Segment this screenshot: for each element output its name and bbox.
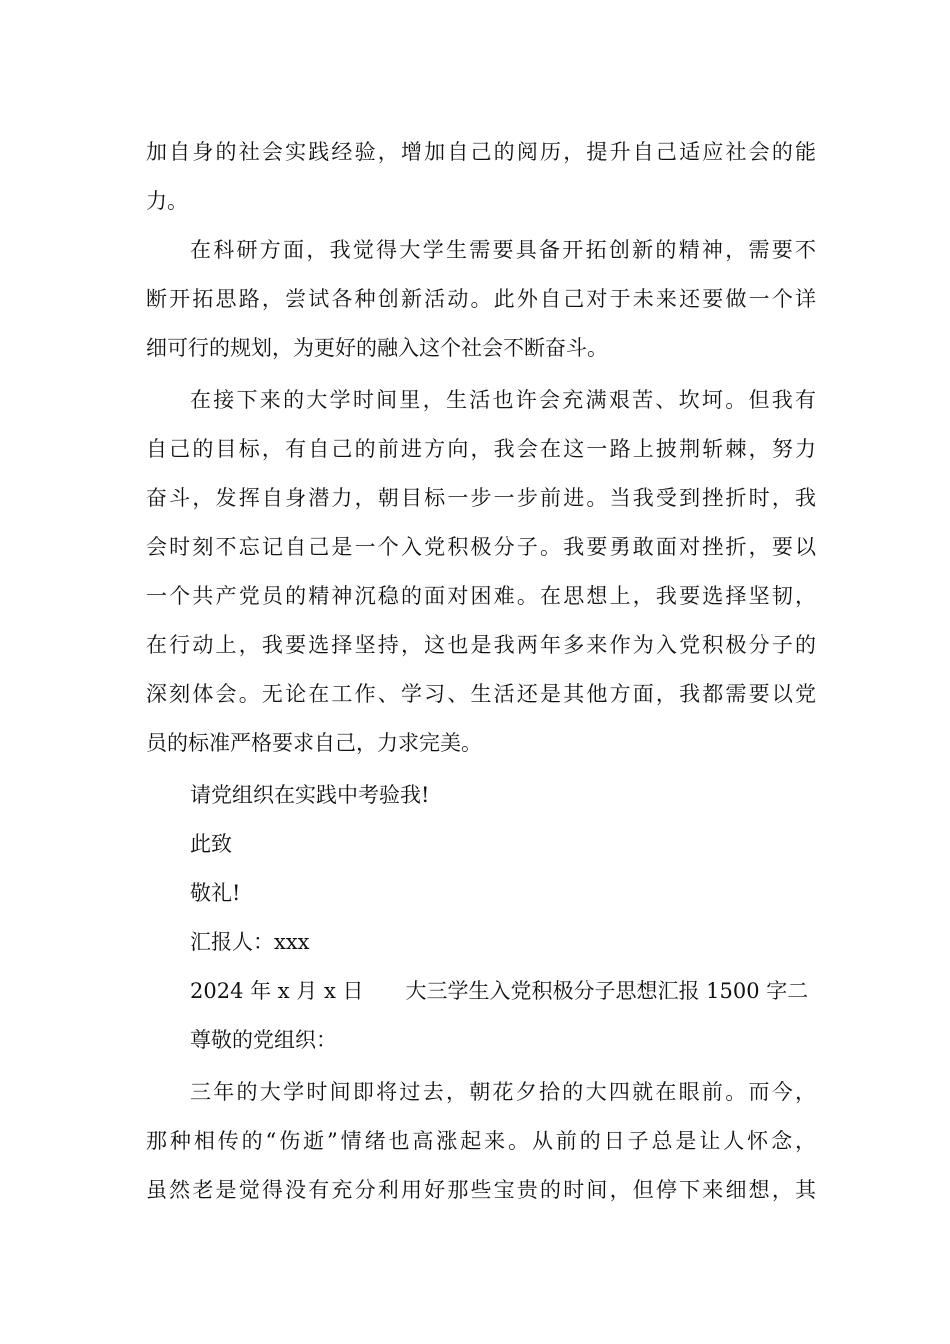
text-line: 断开拓思路，尝试各种创新活动。此外自己对于未来还要做一个详 bbox=[146, 287, 816, 311]
text-line: 一个共产党员的精神沉稳的面对困难。在思想上，我要选择坚韧， bbox=[146, 584, 816, 608]
text-line: 会时刻不忘记自己是一个入党积极分子。我要勇敢面对挫折，要以 bbox=[146, 535, 816, 559]
text-line: 加自身的社会实践经验，增加自己的阅历，提升自己适应社会的能 bbox=[146, 140, 816, 164]
date-title-line: 2024 年 x 月 x 日 大三学生入党积极分子思想汇报 1500 字二 bbox=[190, 979, 809, 1003]
text-line: 在接下来的大学时间里，生活也许会充满艰苦、坎坷。但我有 bbox=[190, 388, 816, 412]
text-line: 虽然老是觉得没有充分利用好那些宝贵的时间，但停下来细想，其 bbox=[146, 1178, 816, 1202]
text-line: 三年的大学时间即将过去，朝花夕拾的大四就在眼前。而今， bbox=[190, 1080, 816, 1104]
text-line: 那种相传的“伤逝”情绪也高涨起来。从前的日子总是让人怀念， bbox=[146, 1129, 816, 1153]
signature-line: 汇报人：xxx bbox=[190, 930, 310, 954]
text-line: 员的标准严格要求自己，力求完美。 bbox=[146, 731, 482, 755]
text-line: 自己的目标，有自己的前进方向，我会在这一路上披荆斩棘，努力 bbox=[146, 437, 816, 461]
text-line: 细可行的规划，为更好的融入这个社会不断奋斗。 bbox=[146, 336, 608, 360]
text-line: 深刻体会。无论在工作、学习、生活还是其他方面，我都需要以党 bbox=[146, 682, 816, 706]
salutation-line: 尊敬的党组织： bbox=[190, 1028, 337, 1052]
text-line: 在行动上，我要选择坚持，这也是我两年多来作为入党积极分子的 bbox=[146, 633, 816, 657]
text-line: 在科研方面，我觉得大学生需要具备开拓创新的精神，需要不 bbox=[190, 238, 816, 262]
text-line: 此致 bbox=[190, 832, 232, 856]
text-line: 敬礼! bbox=[190, 881, 241, 905]
text-line: 奋斗，发挥自身潜力，朝目标一步一步前进。当我受到挫折时，我 bbox=[146, 486, 816, 510]
text-line: 请党组织在实践中考验我! bbox=[190, 783, 430, 807]
text-line: 力。 bbox=[146, 189, 188, 213]
